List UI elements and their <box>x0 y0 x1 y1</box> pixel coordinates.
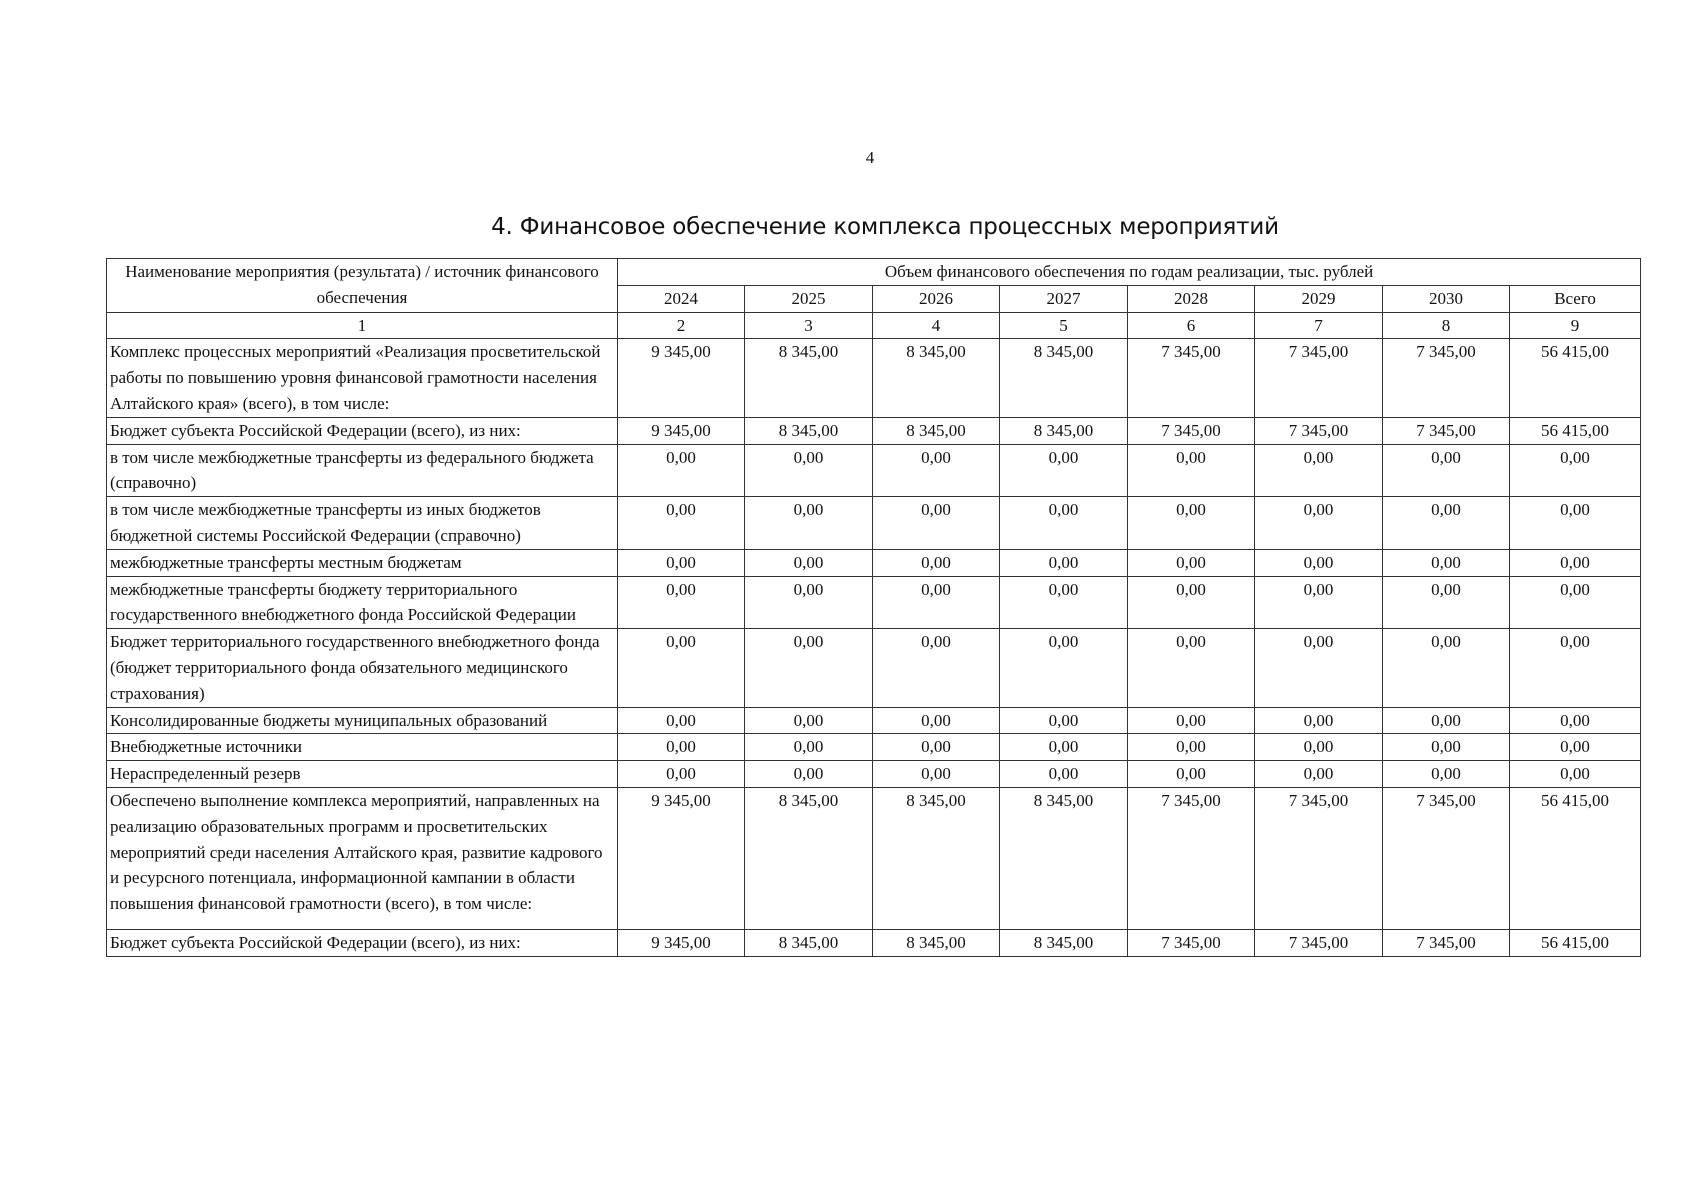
value-cell: 56 415,00 <box>1510 339 1641 417</box>
value-cell: 0,00 <box>1128 734 1255 761</box>
value-cell: 8 345,00 <box>1000 929 1128 956</box>
value-cell: 0,00 <box>745 761 873 788</box>
value-cell: 0,00 <box>873 734 1000 761</box>
value-cell: 0,00 <box>1383 734 1510 761</box>
value-cell: 0,00 <box>873 549 1000 576</box>
value-cell: 0,00 <box>1510 444 1641 497</box>
header-name-cell: Наименование мероприятия (результата) / источник финансового обеспечения <box>107 259 618 313</box>
value-cell: 0,00 <box>873 497 1000 550</box>
column-number-cell: 3 <box>745 312 873 339</box>
value-cell: 0,00 <box>1383 497 1510 550</box>
value-cell: 0,00 <box>1000 761 1128 788</box>
value-cell: 0,00 <box>1128 444 1255 497</box>
value-cell: 0,00 <box>1255 734 1383 761</box>
value-cell: 0,00 <box>1255 707 1383 734</box>
value-cell: 0,00 <box>1255 761 1383 788</box>
value-cell: 0,00 <box>1510 629 1641 707</box>
value-cell: 8 345,00 <box>873 787 1000 929</box>
value-cell: 0,00 <box>1000 707 1128 734</box>
value-cell: 0,00 <box>1383 444 1510 497</box>
value-cell: 0,00 <box>1000 734 1128 761</box>
table-row <box>107 787 1641 929</box>
value-cell: 0,00 <box>1000 497 1128 550</box>
value-cell: 0,00 <box>745 444 873 497</box>
value-cell: 0,00 <box>745 734 873 761</box>
value-cell: 7 345,00 <box>1128 929 1255 956</box>
value-cell: 7 345,00 <box>1128 417 1255 444</box>
value-cell: 0,00 <box>1000 444 1128 497</box>
table-row <box>107 734 1641 761</box>
row-name-cell: Комплекс процессных мероприятий «Реализация просветительской работы по повышению уровня финансовой грамотности населения Алтайского края» (всего), в том числе: <box>107 339 618 417</box>
value-cell: 8 345,00 <box>873 339 1000 417</box>
financial-table <box>106 258 1641 957</box>
value-cell: 0,00 <box>618 707 745 734</box>
value-cell: 0,00 <box>1000 576 1128 629</box>
value-cell: 8 345,00 <box>873 417 1000 444</box>
value-cell: 0,00 <box>1383 549 1510 576</box>
value-cell: 0,00 <box>1255 444 1383 497</box>
value-cell: 0,00 <box>1128 629 1255 707</box>
row-name-cell: Бюджет субъекта Российской Федерации (всего), из них: <box>107 417 618 444</box>
value-cell: 0,00 <box>1510 576 1641 629</box>
value-cell: 0,00 <box>1383 707 1510 734</box>
value-cell: 0,00 <box>1510 497 1641 550</box>
value-cell: 0,00 <box>1128 576 1255 629</box>
value-cell: 0,00 <box>618 497 745 550</box>
header-year-cell: 2029 <box>1255 285 1383 312</box>
value-cell: 0,00 <box>873 761 1000 788</box>
header-year-cell: 2027 <box>1000 285 1128 312</box>
row-name-cell: межбюджетные трансферты бюджету территориального государственного внебюджетного фонда Российской Федерации <box>107 576 618 629</box>
row-name-cell: Бюджет субъекта Российской Федерации (всего), из них: <box>107 929 618 956</box>
header-row-1 <box>107 259 1641 286</box>
table-row <box>107 339 1641 417</box>
value-cell: 8 345,00 <box>873 929 1000 956</box>
value-cell: 7 345,00 <box>1128 339 1255 417</box>
value-cell: 8 345,00 <box>1000 417 1128 444</box>
value-cell: 9 345,00 <box>618 787 745 929</box>
value-cell: 0,00 <box>873 707 1000 734</box>
value-cell: 0,00 <box>873 444 1000 497</box>
value-cell: 0,00 <box>745 497 873 550</box>
value-cell: 0,00 <box>1510 549 1641 576</box>
table-row <box>107 444 1641 497</box>
value-cell: 0,00 <box>1255 576 1383 629</box>
table-row <box>107 761 1641 788</box>
table-row <box>107 497 1641 550</box>
value-cell: 0,00 <box>873 576 1000 629</box>
row-name-cell: в том числе межбюджетные трансферты из федерального бюджета (справочно) <box>107 444 618 497</box>
row-name-cell: Нераспределенный резерв <box>107 761 618 788</box>
column-number-cell: 8 <box>1383 312 1510 339</box>
value-cell: 0,00 <box>745 707 873 734</box>
value-cell: 0,00 <box>618 734 745 761</box>
value-cell: 7 345,00 <box>1128 787 1255 929</box>
table-body <box>107 339 1641 956</box>
value-cell: 0,00 <box>745 629 873 707</box>
value-cell: 7 345,00 <box>1383 417 1510 444</box>
value-cell: 0,00 <box>1000 549 1128 576</box>
value-cell: 0,00 <box>1128 707 1255 734</box>
header-year-cell: Всего <box>1510 285 1641 312</box>
value-cell: 0,00 <box>618 629 745 707</box>
value-cell: 7 345,00 <box>1255 929 1383 956</box>
row-name-cell: Консолидированные бюджеты муниципальных образований <box>107 707 618 734</box>
value-cell: 0,00 <box>1383 761 1510 788</box>
value-cell: 9 345,00 <box>618 929 745 956</box>
value-cell: 9 345,00 <box>618 417 745 444</box>
value-cell: 0,00 <box>1510 707 1641 734</box>
header-year-cell: 2026 <box>873 285 1000 312</box>
row-name-cell: межбюджетные трансферты местным бюджетам <box>107 549 618 576</box>
value-cell: 7 345,00 <box>1383 339 1510 417</box>
table-row <box>107 576 1641 629</box>
column-number-cell: 2 <box>618 312 745 339</box>
value-cell: 9 345,00 <box>618 339 745 417</box>
value-cell: 0,00 <box>1383 629 1510 707</box>
row-name-cell: в том числе межбюджетные трансферты из иных бюджетов бюджетной системы Российской Федерации (справочно) <box>107 497 618 550</box>
page-number: 4 <box>865 148 875 167</box>
column-number-cell: 6 <box>1128 312 1255 339</box>
value-cell: 0,00 <box>1128 549 1255 576</box>
table-row <box>107 707 1641 734</box>
section-title: 4. Финансовое обеспечение комплекса процессных мероприятий <box>491 214 1279 241</box>
value-cell: 0,00 <box>618 549 745 576</box>
value-cell: 8 345,00 <box>745 929 873 956</box>
value-cell: 7 345,00 <box>1255 417 1383 444</box>
column-numbers-row <box>107 312 1641 339</box>
value-cell: 56 415,00 <box>1510 787 1641 929</box>
column-number-cell: 1 <box>107 312 618 339</box>
table-row <box>107 549 1641 576</box>
value-cell: 56 415,00 <box>1510 929 1641 956</box>
value-cell: 7 345,00 <box>1255 787 1383 929</box>
column-number-cell: 9 <box>1510 312 1641 339</box>
header-year-cell: 2024 <box>618 285 745 312</box>
value-cell: 0,00 <box>1128 497 1255 550</box>
value-cell: 8 345,00 <box>745 417 873 444</box>
value-cell: 8 345,00 <box>745 787 873 929</box>
value-cell: 0,00 <box>1510 734 1641 761</box>
value-cell: 0,00 <box>1383 576 1510 629</box>
header-year-cell: 2025 <box>745 285 873 312</box>
value-cell: 0,00 <box>1255 629 1383 707</box>
value-cell: 8 345,00 <box>745 339 873 417</box>
value-cell: 8 345,00 <box>1000 339 1128 417</box>
value-cell: 0,00 <box>618 761 745 788</box>
column-number-cell: 7 <box>1255 312 1383 339</box>
value-cell: 0,00 <box>618 576 745 629</box>
column-number-cell: 4 <box>873 312 1000 339</box>
value-cell: 0,00 <box>1000 629 1128 707</box>
row-name-cell: Обеспечено выполнение комплекса мероприятий, направленных на реализацию образовательных программ и просветительских мероприятий среди населения Алтайского края, развитие кадрового и ресурсного потенциала, информационной кампании в области повышения финансовой грамотности (всего), в том числе: <box>107 787 618 929</box>
header-year-cell: 2028 <box>1128 285 1255 312</box>
value-cell: 7 345,00 <box>1383 787 1510 929</box>
header-volume-cell: Объем финансового обеспечения по годам реализации, тыс. рублей <box>618 259 1641 286</box>
table-row <box>107 417 1641 444</box>
table-row <box>107 629 1641 707</box>
value-cell: 0,00 <box>873 629 1000 707</box>
value-cell: 0,00 <box>1255 549 1383 576</box>
value-cell: 7 345,00 <box>1255 339 1383 417</box>
table-row <box>107 929 1641 956</box>
value-cell: 0,00 <box>745 576 873 629</box>
value-cell: 0,00 <box>1510 761 1641 788</box>
value-cell: 0,00 <box>1255 497 1383 550</box>
value-cell: 7 345,00 <box>1383 929 1510 956</box>
row-name-cell: Бюджет территориального государственного внебюджетного фонда (бюджет территориального фонда обязательного медицинского страхования) <box>107 629 618 707</box>
value-cell: 56 415,00 <box>1510 417 1641 444</box>
value-cell: 0,00 <box>745 549 873 576</box>
table-header <box>107 259 1641 339</box>
header-year-cell: 2030 <box>1383 285 1510 312</box>
value-cell: 0,00 <box>618 444 745 497</box>
value-cell: 0,00 <box>1128 761 1255 788</box>
row-name-cell: Внебюджетные источники <box>107 734 618 761</box>
column-number-cell: 5 <box>1000 312 1128 339</box>
value-cell: 8 345,00 <box>1000 787 1128 929</box>
